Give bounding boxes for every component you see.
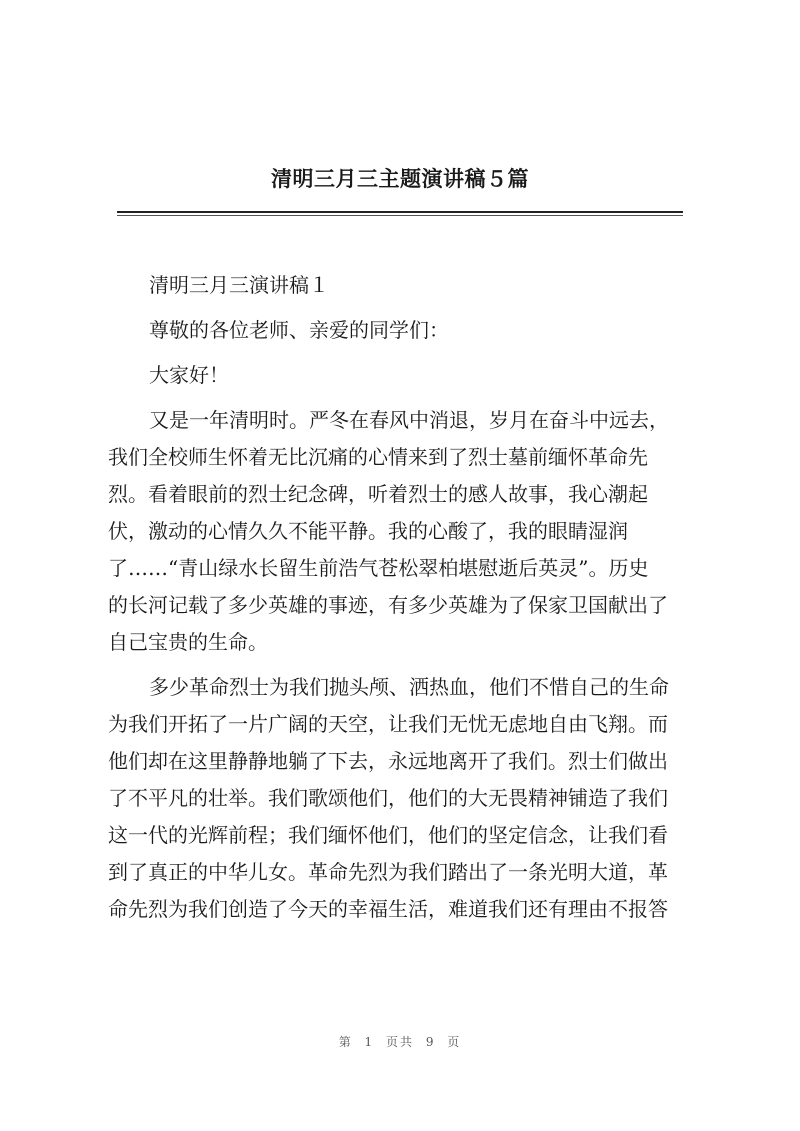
paragraph-line: 清明三月三演讲稿１	[149, 273, 329, 297]
paragraph-line: 了……“青山绿水长留生前浩气苍松翠柏堪慰逝后英灵”。历史	[108, 556, 649, 580]
paragraph-line: 伏，激动的心情久久不能平静。我的心酸了，我的眼睛湿润	[108, 519, 628, 543]
paragraph-line: 了不平凡的壮举。我们歌颂他们，他们的大无畏精神铺造了我们	[108, 786, 668, 810]
paragraph-line: 烈。看着眼前的烈士纪念碑，听着烈士的感人故事，我心潮起	[108, 482, 648, 506]
document-body	[108, 267, 712, 928]
paragraph-line: 自己宝贵的生命。	[108, 630, 268, 654]
page-number-footer: 第 1 页共 9 页	[338, 1035, 462, 1049]
paragraph-line: 又是一年清明时。严冬在春风中消退，岁月在奋斗中远去，	[149, 408, 669, 432]
paragraph-line: 这一代的光辉前程；我们缅怀他们，他们的坚定信念，让我们看	[108, 823, 668, 847]
paragraph-line: 的长河记载了多少英雄的事迹，有多少英雄为了保家卫国献出了	[108, 593, 668, 617]
paragraph-line: 尊敬的各位老师、亲爱的同学们：	[149, 318, 449, 342]
paragraph-line: 我们全校师生怀着无比沉痛的心情来到了烈士墓前缅怀革命先	[108, 445, 648, 469]
document-title: 清明三月三主题演讲稿５篇	[271, 166, 529, 191]
paragraph-line: 到了真正的中华儿女。革命先烈为我们踏出了一条光明大道，革	[108, 860, 668, 884]
paragraph-line: 他们却在这里静静地躺了下去，永远地离开了我们。烈士们做出	[108, 749, 668, 773]
title-rule-thick	[117, 211, 683, 213]
paragraph-line: 多少革命烈士为我们抛头颅、洒热血，他们不惜自己的生命	[149, 675, 669, 699]
title-rule-thin	[117, 215, 683, 216]
paragraph-line: 命先烈为我们创造了今天的幸福生活，难道我们还有理由不报答	[108, 897, 668, 921]
paragraph-line: 大家好！	[149, 363, 229, 387]
paragraph-line: 为我们开拓了一片广阔的天空，让我们无忧无虑地自由飞翔。而	[108, 712, 668, 736]
